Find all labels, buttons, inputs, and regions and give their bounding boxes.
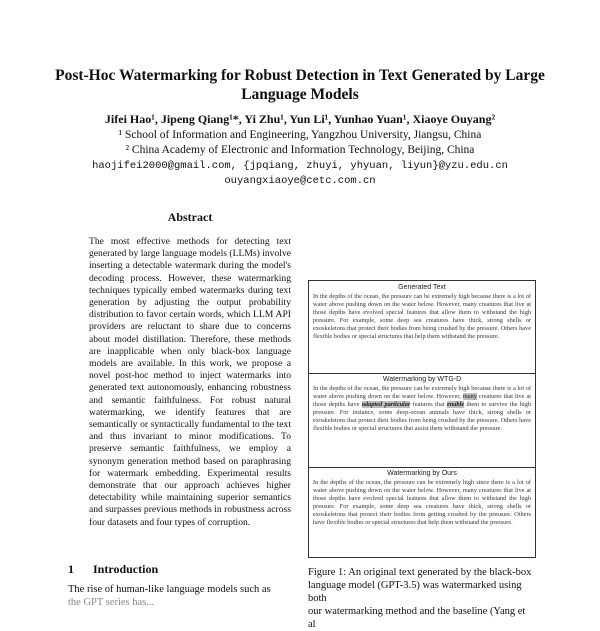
highlight-word: enable bbox=[446, 400, 465, 408]
abstract-heading: Abstract bbox=[167, 210, 213, 224]
intro-line: The rise of human-like language models such as bbox=[68, 584, 271, 595]
intro-paragraph bbox=[68, 583, 294, 609]
panel-title: Generated Text bbox=[398, 284, 446, 291]
intro-line: the GPT series has... bbox=[68, 597, 155, 608]
panel-body: In the depths of the ocean, the pressure can be extremely high because there is a lot of water above pushing down on the water below. However, many creatures that live at those depths have evolved special features that allow them to withstand the high pressure. For example, some deep sea creatures have thick, strong shells or exoskeletons that protect their bodies from being crushed by the pressure. Others have flexible bodies or special structures that help them withstand the pressure. bbox=[313, 293, 531, 340]
panel-ours bbox=[309, 469, 535, 526]
panel-body: In the depths of the ocean, the pressure can be extremely high because there is a lot of water above pushing down on the water below. However, many creatures that live at those depths have adapted particular features that enable them to survive the high pressure. For instance, some deep-ocean animals have thick, strong shells or exoskeletons that protect their bodies from being crushed by the pressure. Others have flexible bodies or special structures that assist them withstand the pressure. bbox=[313, 385, 531, 432]
section-heading-introduction bbox=[68, 562, 158, 577]
paper-title: Post-Hoc Watermarking for Robust Detection in Text Generated by Large Language Models bbox=[55, 67, 545, 103]
highlight-word: many bbox=[462, 392, 477, 400]
figure-caption bbox=[308, 566, 534, 631]
highlight-word: adapted particular bbox=[361, 400, 411, 408]
panel-divider bbox=[309, 467, 535, 468]
caption-line: our watermarking method and the baseline (Yang et al bbox=[308, 606, 526, 630]
author-emails-2: ouyangxiaoye@cetc.com.cn bbox=[224, 175, 376, 187]
caption-line: Figure 1: An original text generated by the black-box bbox=[308, 567, 532, 578]
author-list: Jifei Hao¹, Jipeng Qiang¹*, Yi Zhu¹, Yun Li¹, Yunhao Yuan¹, Xiaoye Ouyang² bbox=[104, 112, 496, 126]
section-number: 1 bbox=[68, 562, 74, 576]
abstract-text: The most effective methods for detecting text generated by large language models (LLMs) involve inserting a detectable watermark during the model's decoding process. However, these watermarking techniques typically embed watermarks during text generation by adjusting the output probability distribution to favor certain words, which LLM API providers are reluctant to share due to concerns about model distillation. Therefore, these methods are inapplicable when only black-box language models are available. In this work, we propose a novel post-hoc method to inject watermarks into generated text autonomously, enhancing robustness and semantic faithfulness. For robust natural watermarking, we identify features that are semantically or syntactically fundamental to the text and thus invariant to minor modifications. To preserve semantic faithfulness, we employ a synonym generation method based on paraphrasing for watermark embedding. Experimental results demonstrate that our approach achieves higher detectability while maintaining superior semantics and surpasses previous methods in robustness across four datasets and four types of corruption. bbox=[89, 236, 291, 528]
affiliation-1: ¹ School of Information and Engineering, Yangzhou University, Jiangsu, China bbox=[118, 129, 482, 141]
section-title: Introduction bbox=[93, 562, 159, 576]
panel-wtg-d bbox=[309, 375, 535, 432]
panel-title: Watermarking by WTG-D bbox=[382, 376, 462, 383]
figure-1 bbox=[308, 280, 536, 558]
caption-line: language model (GPT-3.5) was watermarked using both bbox=[308, 580, 522, 604]
affiliation-2: ² China Academy of Electronic and Information Technology, Beijing, China bbox=[125, 144, 475, 156]
panel-body: In the depths of the ocean, the pressure can be extremely high since there is a lot of water above pushing down on the water below. However, many creatures that live at those depths have evolved special features that allow them to withstand the high pressure. For example, some deep sea creatures have thick, strong shells or exoskeletons that protect their bodies from getting crushed by the pressure. Others have flexible bodies or special structures that help them withstand the pressure. bbox=[313, 479, 531, 526]
panel-divider bbox=[309, 373, 535, 374]
panel-generated-text bbox=[309, 283, 535, 340]
author-emails-1: haojifei2000@gmail.com, {jpqiang, zhuyi, yhyuan, liyun}@yzu.edu.cn bbox=[92, 160, 508, 172]
panel-title: Watermarking by Ours bbox=[387, 470, 457, 477]
